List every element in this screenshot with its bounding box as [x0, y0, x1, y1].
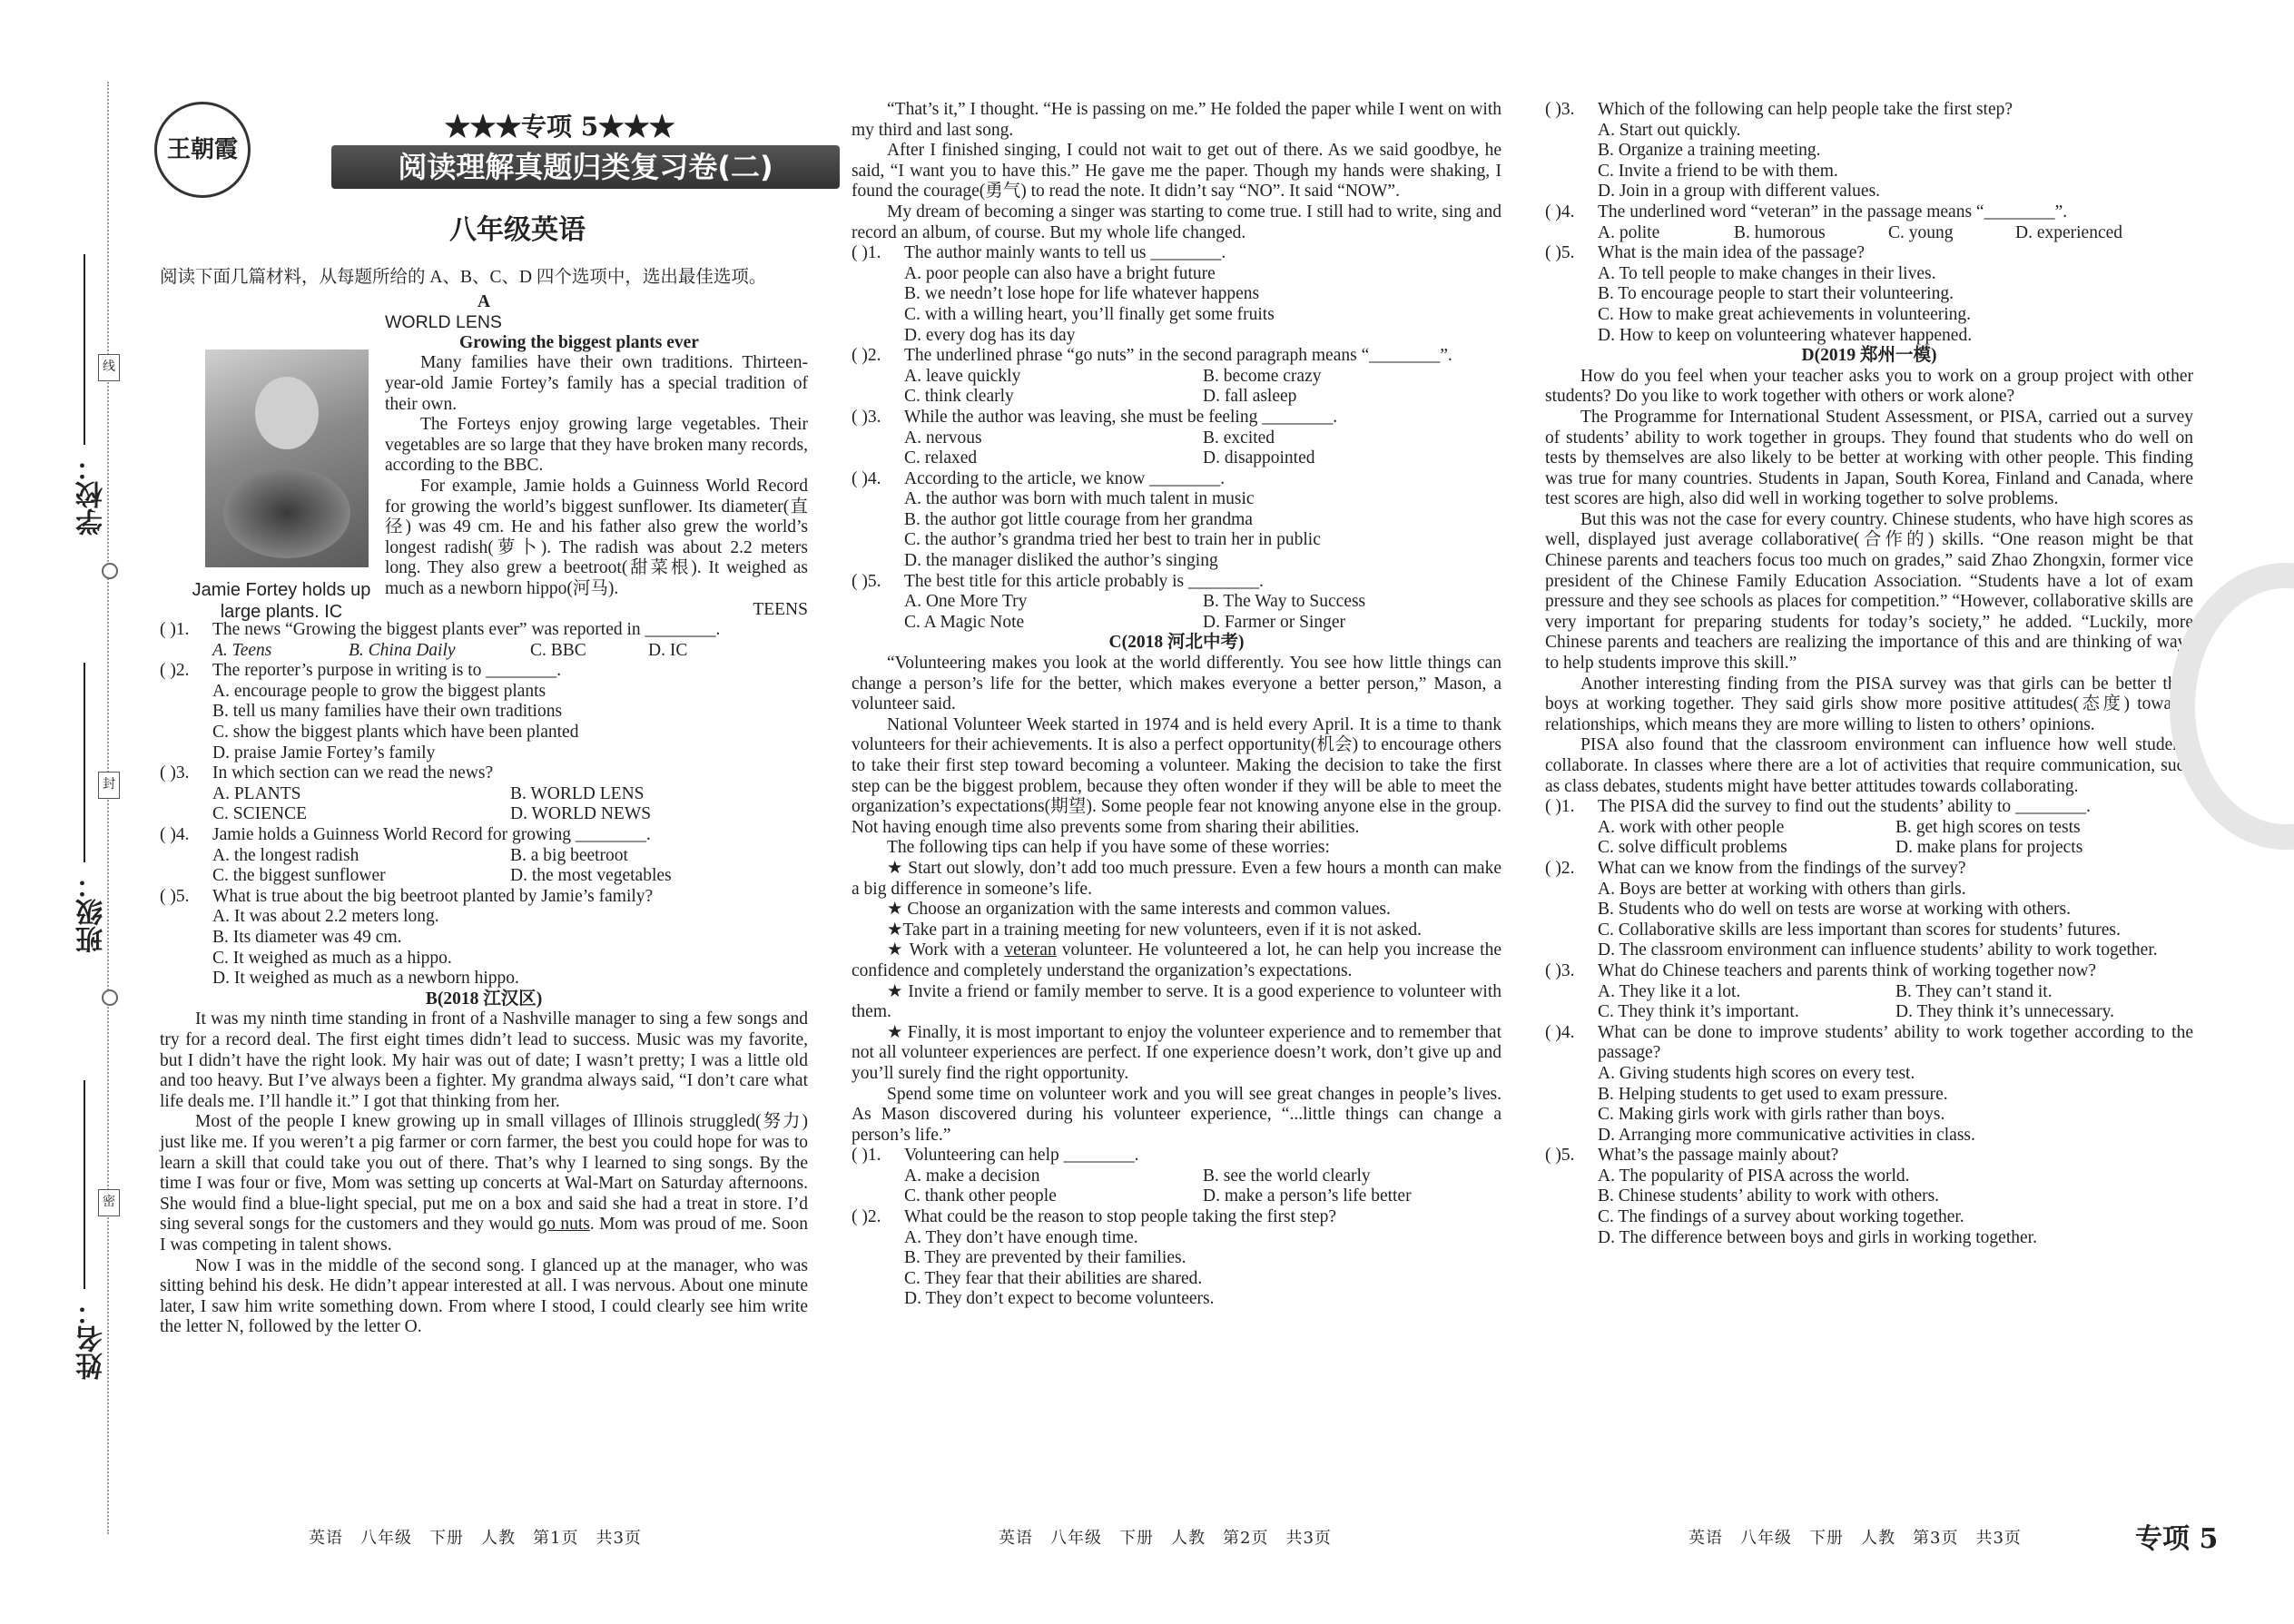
- option: A. work with other people: [1598, 817, 1785, 837]
- option: C. the author’s grandma tried her best to train her in public: [904, 530, 1321, 550]
- answer-blank[interactable]: ( )1.: [1545, 797, 1575, 817]
- question-text: Jamie holds a Guinness World Record for growing ________.: [212, 825, 651, 845]
- option: D. every dog has its day: [904, 325, 1076, 345]
- option: A. leave quickly: [904, 366, 1021, 386]
- option: B. excited: [1203, 428, 1275, 448]
- option: C. the biggest sunflower: [212, 866, 386, 886]
- question: [1545, 859, 2193, 880]
- answer-blank[interactable]: ( )1.: [160, 620, 190, 640]
- question-text: The author mainly wants to tell us ________.: [904, 243, 1226, 263]
- option: C. How to make great achievements in volunteering.: [1598, 304, 1972, 324]
- tip-5: ★ Invite a friend or family member to serve. It is a good experience to volunteer with them.: [852, 981, 1501, 1022]
- photo-caption: Jamie Fortey holds up large plants. IC: [192, 580, 371, 622]
- passage-d-label: D(2019 郑州一模): [1801, 346, 1937, 366]
- option: D. IC: [648, 640, 688, 660]
- options: [1545, 818, 2193, 859]
- options: [852, 428, 1501, 469]
- option: D. How to keep on volunteering whatever happened.: [1598, 325, 1973, 345]
- option: C. young: [1888, 222, 1954, 242]
- option: A. the longest radish: [212, 845, 359, 865]
- option: C. They think it’s important.: [1598, 1002, 1799, 1022]
- option: D. praise Jamie Fortey’s family: [212, 743, 436, 763]
- option: D. The classroom environment can influence students’ ability to work together.: [1598, 940, 2158, 960]
- passage-b-p5: After I finished singing, I could not wait to get out of there. As we said goodbye, he said, “I want you to have this.” He gave me the paper. Though my hands were shaking, I found the courage(勇气) to read the note. It didn’t say “NO”. It said “NOW”.: [852, 141, 1501, 202]
- question: [160, 661, 808, 682]
- passage-c-p4: Spend some time on volunteer work and you will see great changes in people’s lives. As Mason discovered during his volunteer experience, “...little things can change a person’s life.”: [852, 1084, 1501, 1145]
- passage-d-p2: The Programme for International Student Assessment, or PISA, carried out a survey of students’ ability to work together in groups. They found that students who do well on tests by themselves are also likely to be better at working with other people. This finding was true for many countries. Students in Japan, South Korea, Finland and Canada, where test scores are high, also did well in working together to solve problems.: [1545, 407, 2193, 509]
- answer-blank[interactable]: ( )5.: [1545, 243, 1575, 263]
- option: B. Chinese students’ ability to work with others.: [1598, 1186, 1940, 1206]
- passage-d-p5: PISA also found that the classroom environment can influence how well students collaborate. In classes where there are a lot of activities that require communication, such as class debates, students might have better attitudes towards collaborating.: [1545, 735, 2193, 796]
- option: B. we needn’t lose hope for life whatever happens: [904, 284, 1260, 304]
- option: B. They are prevented by their families.: [904, 1248, 1186, 1268]
- answer-blank[interactable]: ( )3.: [1545, 100, 1575, 119]
- passage-a-credit: TEENS: [753, 599, 808, 619]
- options: [852, 592, 1501, 633]
- option: A. poor people can also have a bright future: [904, 263, 1216, 283]
- grade-subtitle: 八年级英语: [449, 214, 586, 246]
- seal-line-mark: 线: [98, 354, 120, 381]
- question-text: What could be the reason to stop people taking the first step?: [904, 1207, 1336, 1227]
- option: A. The popularity of PISA across the world.: [1598, 1166, 1910, 1186]
- school-label: 学校：: [76, 454, 108, 536]
- column-3: [1545, 100, 2193, 1248]
- option: B. Organize a training meeting.: [1598, 141, 1821, 161]
- passage-a-questions: [160, 620, 808, 989]
- passage-d-p3: But this was not the case for every country. Chinese students, who have high scores as well, displayed just average collaborative(合作的) skills. “One reason might be that Chinese parents and teachers focus too much on grades,” said Zhao Zhongxin, former vice president of the Chinese Family Education Association. “Students have a lot of exam pressure and they see schools as places for competition.” “However, collaborative skills are very important for preparing students for today’s society,” he added. “Luckily, more Chinese parents and teachers are realizing the importance of this and are thinking of ways to help students improve this skill.”: [1545, 509, 2193, 674]
- option: A. polite: [1598, 222, 1660, 242]
- question-text: What can be done to improve students’ ability to work together according to the passage?: [1598, 1022, 2193, 1063]
- question: [1545, 797, 2193, 818]
- option: B. Helping students to get used to exam pressure.: [1598, 1084, 1948, 1104]
- tip-2: ★ Choose an organization with the same interests and common values.: [887, 900, 1391, 920]
- question: [852, 408, 1501, 428]
- option: D. They think it’s unnecessary.: [1895, 1002, 2114, 1022]
- option: A. One More Try: [904, 592, 1028, 612]
- option: A. PLANTS: [212, 783, 301, 803]
- passage-a-p3: For example, Jamie holds a Guinness World Record for growing the world’s biggest sunflower. Its diameter(直径) was 49 cm. He and his father also grew the world’s longest radish(萝卜). The radish was about 2.2 meters long. They also grew a beetroot(甜菜根). It weighed as much as a newborn hippo(河马).: [385, 476, 808, 598]
- option: C. BBC: [530, 640, 586, 660]
- option: A. Teens: [212, 640, 272, 660]
- question-text: The PISA did the survey to find out the students’ ability to ________.: [1598, 797, 2091, 817]
- question-text: The underlined phrase “go nuts” in the second paragraph means “________”.: [904, 346, 1452, 366]
- class-field[interactable]: [84, 663, 85, 862]
- options: [160, 846, 808, 887]
- options: [160, 641, 808, 662]
- question: [160, 620, 808, 641]
- option: B. a big beetroot: [510, 845, 628, 865]
- question-text: What is the main idea of the passage?: [1598, 243, 1866, 263]
- options: [852, 1166, 1501, 1207]
- option: C. solve difficult problems: [1598, 838, 1787, 858]
- option: B. get high scores on tests: [1895, 817, 2081, 837]
- option: C. with a willing heart, you’ll finally get some fruits: [904, 304, 1275, 324]
- option: A. They like it a lot.: [1598, 981, 1741, 1001]
- answer-blank[interactable]: ( )2.: [1545, 858, 1575, 878]
- question-text: The underlined word “veteran” in the passage means “________”.: [1598, 202, 2068, 221]
- question-text: The best title for this article probably is ________.: [904, 571, 1264, 591]
- passage-b-p3: Now I was in the middle of the second song. I glanced up at the manager, who was sitting behind his desk. He didn’t appear interested at all. I was nervous. About one minute later, I saw him write something down. From where I stood, I could clearly see him write the letter N, followed by the letter O.: [160, 1255, 808, 1337]
- option: B. China Daily: [349, 640, 456, 660]
- option: B. Students who do well on tests are worse at working with others.: [1598, 900, 2072, 920]
- question-text: According to the article, we know ________.: [904, 468, 1226, 488]
- answer-blank[interactable]: ( )4.: [1545, 1022, 1575, 1042]
- passage-a-source: WORLD LENS: [385, 312, 502, 333]
- question-text: The reporter’s purpose in writing is to ________.: [212, 661, 562, 681]
- footer-page-2: 英语 八年级 下册 人教 第2页 共3页: [999, 1529, 1332, 1548]
- option: B. become crazy: [1203, 366, 1322, 386]
- option: B. Its diameter was 49 cm.: [212, 928, 402, 947]
- option: D. experienced: [2015, 222, 2123, 242]
- option: D. the manager disliked the author’s singing: [904, 551, 1218, 571]
- passage-b-questions: [852, 243, 1501, 633]
- option: A. the author was born with much talent in music: [904, 489, 1255, 509]
- option: C. SCIENCE: [212, 804, 308, 824]
- question: [1545, 1146, 2193, 1166]
- tip-4: ★ Work with a veteran volunteer. He volunteered a lot, he can help you increase the confidence and completely understand the organization’s expectations.: [852, 940, 1501, 980]
- question-text: The news “Growing the biggest plants ever” was reported in ________.: [212, 620, 721, 640]
- underlined-word: veteran: [1004, 940, 1057, 960]
- option: B. They can’t stand it.: [1895, 981, 2053, 1001]
- passage-c-questions-1-2: [852, 1146, 1501, 1310]
- tip-1: ★ Start out slowly, don’t add too much pressure. Even a few hours a month can make a big difference in someone’s life.: [852, 858, 1501, 899]
- question: [852, 572, 1501, 593]
- underlined-phrase: go nuts: [537, 1215, 590, 1235]
- option: C. relaxed: [904, 448, 978, 468]
- options: [852, 367, 1501, 408]
- question: [852, 469, 1501, 490]
- passage-c-label: C(2018 河北中考): [1108, 633, 1245, 653]
- passage-a-p1: Many families have their own traditions. Thirteen-year-old Jamie Fortey’s family has a special tradition of their own.: [385, 353, 808, 414]
- question: [852, 346, 1501, 367]
- answer-blank[interactable]: ( )5.: [1545, 1146, 1575, 1166]
- column-2: [852, 100, 1501, 1310]
- brand-logo: 王朝霞: [154, 102, 251, 198]
- answer-blank[interactable]: ( )4.: [852, 468, 881, 488]
- binding-hole: [102, 563, 118, 579]
- option: B. the author got little courage from her grandma: [904, 509, 1253, 529]
- passage-d-p4: Another interesting finding from the PISA survey was that girls can be better than boys at working together. They said girls show more positive attitudes(态度) towards relationships, which means they are more willing to listen to others’ opinions.: [1545, 674, 2193, 734]
- question-text: While the author was leaving, she must be feeling ________.: [904, 407, 1338, 427]
- option: C. The findings of a survey about working together.: [1598, 1207, 1964, 1227]
- passage-a-p2: The Forteys enjoy growing large vegetables. Their vegetables are so large that they have broken many records, according to the BBC.: [385, 415, 808, 476]
- option: B. To encourage people to start their volunteering.: [1598, 284, 1954, 304]
- option: D. Arranging more communicative activities in class.: [1598, 1125, 1975, 1145]
- answer-blank[interactable]: ( )2.: [852, 1207, 881, 1227]
- passage-b-label: B(2018 江汉区): [425, 989, 543, 1009]
- topic-tab: 专项 5: [2135, 1523, 2219, 1555]
- option: D. the most vegetables: [510, 866, 672, 886]
- option: A. make a decision: [904, 1166, 1040, 1186]
- answer-blank[interactable]: ( )3.: [1545, 960, 1575, 980]
- question-text: Which of the following can help people take the first step?: [1598, 100, 2013, 119]
- question-text: Volunteering can help ________.: [904, 1146, 1139, 1166]
- option: D. They don’t expect to become volunteers.: [904, 1289, 1215, 1309]
- answer-blank[interactable]: ( )3.: [160, 763, 190, 783]
- answer-blank[interactable]: ( )1.: [852, 243, 881, 263]
- answer-blank[interactable]: ( )5.: [160, 886, 190, 906]
- options: [1545, 223, 2193, 244]
- seal-secret-mark: 密: [98, 1189, 120, 1216]
- option: B. WORLD LENS: [510, 783, 645, 803]
- tip-3: ★Take part in a training meeting for new volunteers, even if it is not asked.: [887, 920, 1423, 940]
- passage-b-p1: It was my ninth time standing in front of a Nashville manager to sing a few songs and try for a record deal. The first eight times didn’t lead to success. Music was my favorite, but I didn’t have the right look. My hair was out of date; I wasn’t pretty; I was a little old and too heavy. But I’ve always been a fighter. My grandma always said, “I don’t care what life deals me. I’ll handle it.” I got that thinking from her.: [160, 1009, 808, 1111]
- page-title: 阅读理解真题归类复习卷(二): [331, 145, 840, 189]
- option: D. The difference between boys and girls in working together.: [1598, 1227, 2037, 1247]
- answer-blank[interactable]: ( )1.: [852, 1146, 881, 1166]
- answer-blank[interactable]: ( )4.: [1545, 202, 1575, 221]
- passage-b-p6: My dream of becoming a singer was starting to come true. I still had to write, sing and record an album, of course. But my whole life changed.: [852, 202, 1501, 242]
- option: C. think clearly: [904, 387, 1014, 407]
- option: A. encourage people to grow the biggest plants: [212, 681, 546, 701]
- option: D. Farmer or Singer: [1203, 612, 1346, 632]
- passage-b-p4: “That’s it,” I thought. “He is passing on me.” He folded the paper while I went on with my third and last song.: [852, 100, 1501, 140]
- question-text: What do Chinese teachers and parents think of working together now?: [1598, 960, 2097, 980]
- option: C. Making girls work with girls rather than boys.: [1598, 1105, 1945, 1125]
- option: D. disappointed: [1203, 448, 1315, 468]
- option: C. Invite a friend to be with them.: [1598, 161, 1838, 181]
- option: A. Start out quickly.: [1598, 120, 1741, 140]
- option: C. Collaborative skills are less important than scores for students’ futures.: [1598, 920, 2121, 940]
- question: [160, 887, 808, 908]
- question: [1545, 1023, 2193, 1064]
- option: D. make a person’s life better: [1203, 1186, 1412, 1206]
- name-field[interactable]: [84, 1080, 85, 1289]
- instructions: 阅读下面几篇材料，从每题所给的 A、B、C、D 四个选项中，选出最佳选项。: [160, 268, 767, 287]
- option: A. It was about 2.2 meters long.: [212, 907, 439, 927]
- school-field[interactable]: [84, 254, 85, 445]
- option: D. make plans for projects: [1895, 838, 2083, 858]
- question-text: What can we know from the findings of the survey?: [1598, 858, 1966, 878]
- name-label: 姓名：: [76, 1298, 108, 1380]
- answer-blank[interactable]: ( )5.: [852, 571, 881, 591]
- passage-c-p3: The following tips can help if you have some of these worries:: [887, 838, 1330, 858]
- passage-a-title: Growing the biggest plants ever: [459, 332, 699, 352]
- question: [160, 825, 808, 846]
- binding-hole: [102, 989, 118, 1006]
- options: [160, 784, 808, 825]
- option: C. show the biggest plants which have been planted: [212, 723, 579, 743]
- question-text: What’s the passage mainly about?: [1598, 1146, 1839, 1166]
- question: [1545, 202, 2193, 223]
- tip-6: ★ Finally, it is most important to enjoy the volunteer experience and to remember that not all volunteer experiences are perfect. If one experience doesn’t work, don’t give up and you’ll surely find the right opportunity.: [852, 1022, 1501, 1083]
- passage-c-p1: “Volunteering makes you look at the world differently. You see how little things can change a person’s life for the better, which makes everyone a better person,” Mason, a volunteer said.: [852, 654, 1501, 714]
- option: D. It weighed as much as a newborn hippo.: [212, 969, 519, 989]
- jamie-photo: [205, 349, 369, 567]
- option: C. A Magic Note: [904, 612, 1025, 632]
- option: C. thank other people: [904, 1186, 1057, 1206]
- passage-d-p1: How do you feel when your teacher asks you to work on a group project with other students? Do you like to work together with others or work alone?: [1545, 366, 2193, 407]
- option: A. To tell people to make changes in their lives.: [1598, 263, 1936, 283]
- question: [1545, 961, 2193, 982]
- option: C. They fear that their abilities are shared.: [904, 1268, 1203, 1288]
- question-text: In which section can we read the news?: [212, 763, 494, 783]
- topic-label: ★★★专项 5★★★: [445, 112, 675, 142]
- question: [1545, 243, 2193, 264]
- passage-b-p2: Most of the people I knew growing up in small villages of Illinois struggled(努力) just like me. If you weren’t a pig farmer or corn farmer, the best you could hope for was to learn a skill that could take you out of there. That’s why I learned to sing songs. By the time I was four or five, Mom was setting up concerts at Wal-Mart on Saturday afternoons. She would find a blue-light special, put me on a box and said she had a treat in store. I’d sing several songs for the customers and they would go nuts. Mom was proud of me. Soon I was competing in talent shows.: [160, 1112, 808, 1255]
- seal-fold-mark: 封: [98, 772, 120, 799]
- option: D. WORLD NEWS: [510, 804, 652, 824]
- question: [852, 243, 1501, 264]
- answer-blank[interactable]: ( )2.: [160, 661, 190, 681]
- option: A. nervous: [904, 428, 982, 448]
- passage-c-p2: National Volunteer Week started in 1974 and is held every April. It is a time to thank volunteers for their achievements. It is also a perfect opportunity(机会) to encourage others to take their first step toward becoming a volunteer. Making the decision to take the first step can be the biggest problem, because they often wonder if they will be able to meet the organization’s expectations(期望). Some people fear not knowing anyone else in the group. Not having enough time also prevents some from sharing their abilities.: [852, 714, 1501, 837]
- question: [160, 763, 808, 784]
- option: A. Giving students high scores on every test.: [1598, 1063, 1915, 1083]
- option: B. The Way to Success: [1203, 592, 1366, 612]
- question-text: What is true about the big beetroot planted by Jamie’s family?: [212, 886, 654, 906]
- option: D. Join in a group with different values.: [1598, 182, 1881, 202]
- answer-blank[interactable]: ( )3.: [852, 407, 881, 427]
- question: [852, 1146, 1501, 1166]
- class-label: 班级：: [76, 871, 108, 953]
- question: [1545, 100, 2193, 121]
- option: B. humorous: [1734, 222, 1826, 242]
- option: B. see the world clearly: [1203, 1166, 1371, 1186]
- answer-blank[interactable]: ( )4.: [160, 825, 190, 845]
- passage-a-label: A: [477, 291, 491, 311]
- option: C. It weighed as much as a hippo.: [212, 948, 452, 968]
- option: A. They don’t have enough time.: [904, 1227, 1138, 1247]
- option: B. tell us many families have their own traditions: [212, 702, 563, 722]
- footer-page-1: 英语 八年级 下册 人教 第1页 共3页: [309, 1529, 642, 1548]
- question: [852, 1207, 1501, 1228]
- option: D. fall asleep: [1203, 387, 1297, 407]
- options: [1545, 982, 2193, 1023]
- binding-margin: [0, 0, 136, 1624]
- footer-page-3: 英语 八年级 下册 人教 第3页 共3页: [1689, 1529, 2022, 1548]
- option: A. Boys are better at working with others than girls.: [1598, 879, 1966, 899]
- answer-blank[interactable]: ( )2.: [852, 346, 881, 366]
